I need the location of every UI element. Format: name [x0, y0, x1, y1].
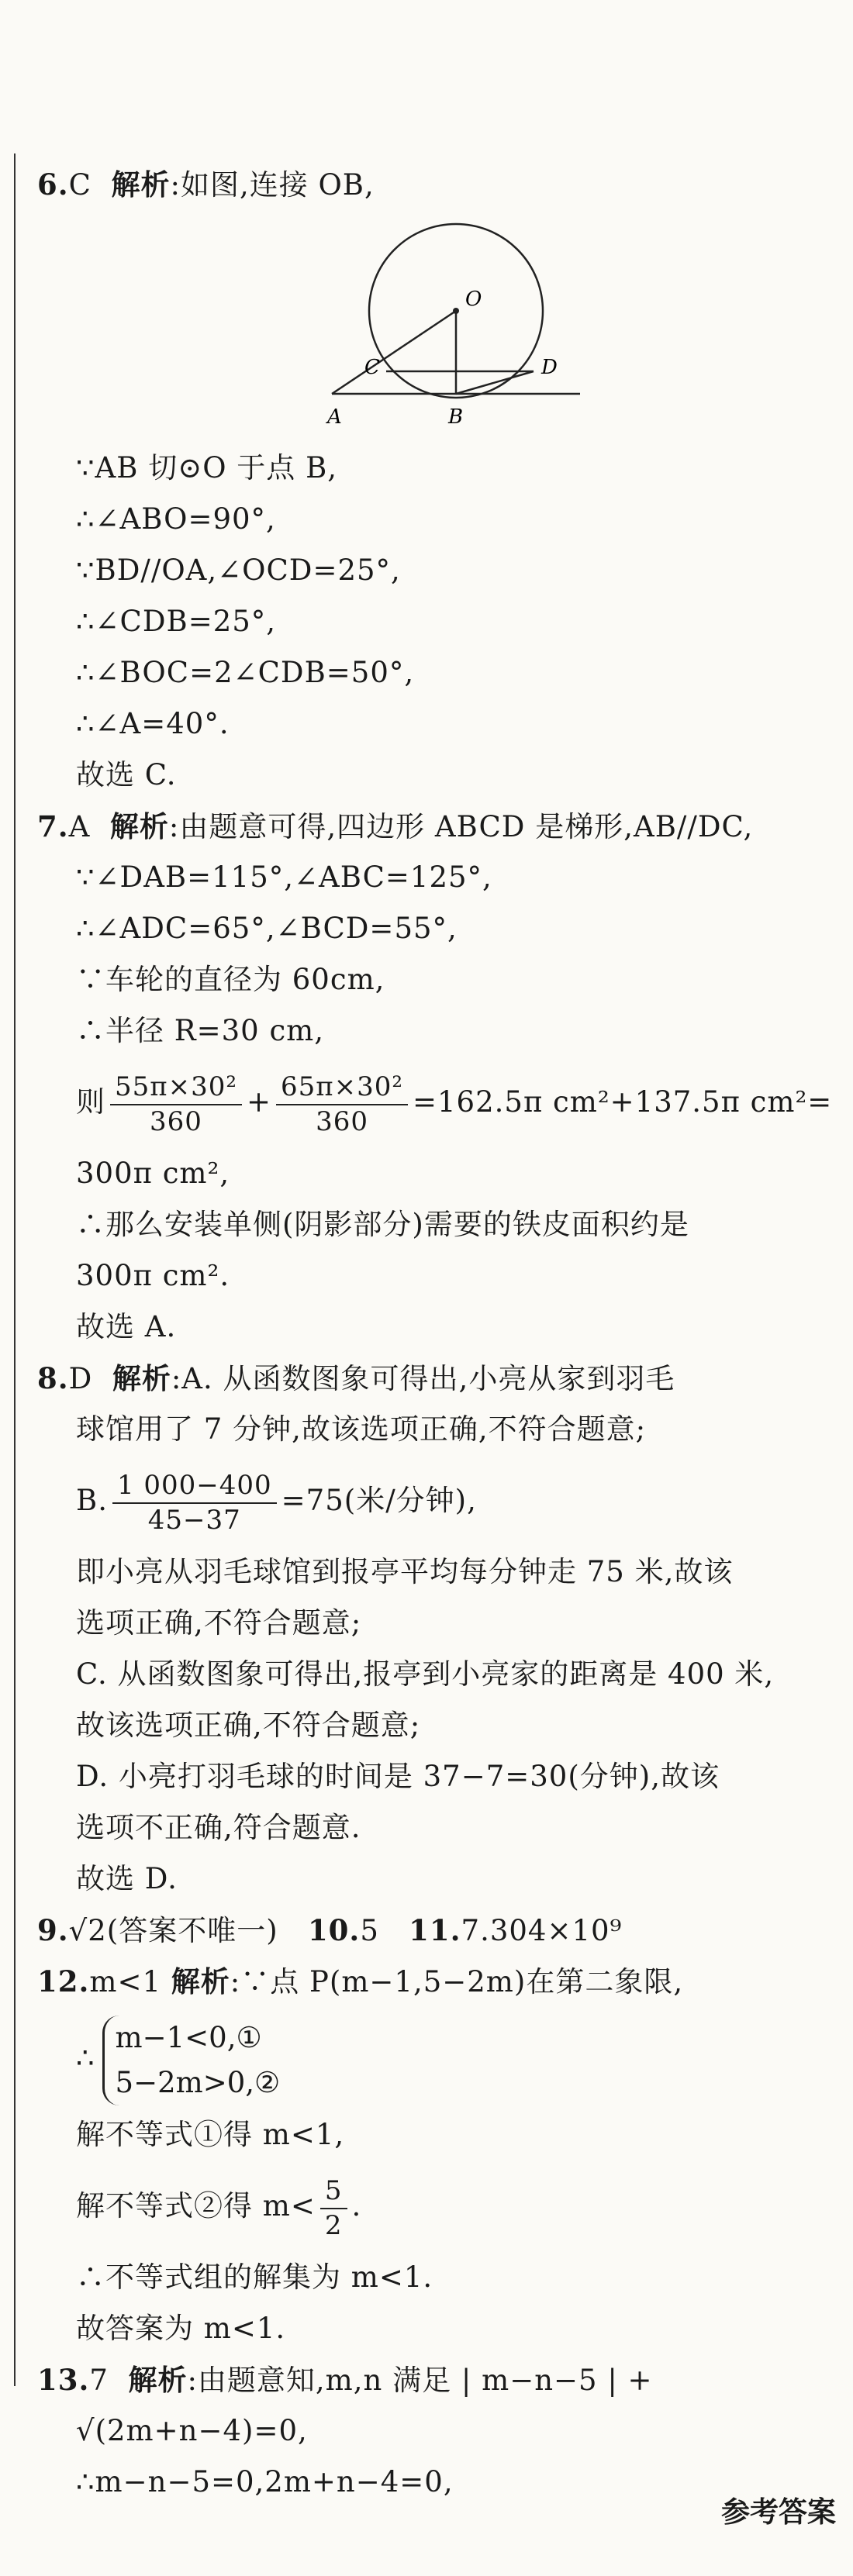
- q13-line-2: √(2m+n−4)=0,: [76, 2414, 308, 2447]
- q7-line-3: ∴∠ADC=65°,∠BCD=55°,: [76, 912, 458, 945]
- q7-line-4: ∵车轮的直径为 60cm,: [76, 963, 385, 996]
- q12-line-5: ∴不等式组的解集为 m<1.: [76, 2260, 433, 2294]
- q8-line-10: 故选 D.: [76, 1862, 178, 1895]
- q12-line-6: 故答案为 m<1.: [76, 2312, 286, 2345]
- q7-line-7: 300π cm²,: [76, 1157, 230, 1190]
- q7-line-8: ∴那么安装单侧(阴影部分)需要的铁皮面积约是: [76, 1208, 689, 1241]
- q6-line-7: ∴∠A=40°.: [76, 707, 230, 740]
- q13-line-3: ∴m−n−5=0,2m+n−4=0,: [76, 2465, 454, 2498]
- answer-column: [37, 159, 833, 2508]
- q7-line-2: ∵∠DAB=115°,∠ABC=125°,: [76, 860, 492, 894]
- q6-line-4: ∵BD//OA,∠OCD=25°,: [76, 553, 401, 587]
- fraction: $\frac{1 000-400}{45-37}$: [112, 1469, 277, 1536]
- q9-11-line: 9.√2(答案不唯一) 10.5 11.7.304×10⁹: [37, 1913, 623, 1947]
- q12-line-4: 解不等式②得 m< $\frac{5}{2}$ .: [76, 2175, 362, 2241]
- section-footer: 参考答案: [721, 2495, 836, 2529]
- label-b: B: [448, 405, 464, 429]
- q13-heading: 13.7 解析:由题意知,m,n 满足 | m−n−5 | +: [37, 2363, 653, 2397]
- label-c: C: [364, 356, 380, 379]
- label-d: D: [541, 356, 558, 379]
- q7-line-9: 300π cm².: [76, 1259, 230, 1292]
- q8-line-6: C. 从函数图象可得出,报亭到小亮家的距离是 400 米,: [76, 1657, 775, 1691]
- q8-line-2: 球馆用了 7 分钟,故该选项正确,不符合题意;: [76, 1412, 647, 1446]
- margin-rule: [14, 153, 16, 2386]
- circle-tangent-diagram: [324, 214, 588, 439]
- inequality-system: m−1<0,① 5−2m>0,②: [102, 2016, 281, 2105]
- q6-line-8: 故选 C.: [76, 758, 177, 791]
- q12-line-3: 解不等式①得 m<1,: [76, 2118, 345, 2151]
- q12-heading: 12.m<1 解析:∵点 P(m−1,5−2m)在第二象限,: [37, 1964, 684, 1998]
- q6-line-5: ∴∠CDB=25°,: [76, 605, 277, 638]
- q6-heading: 6.C 解析:如图,连接 OB,: [37, 167, 375, 202]
- q8-line-4: 即小亮从羽毛球馆到报亭平均每分钟走 75 米,故该: [76, 1555, 734, 1588]
- q7-line-10: 故选 A.: [76, 1310, 177, 1343]
- fraction: $\frac{\text{55π×30²}}{360}$: [110, 1071, 242, 1138]
- q7-line-5: ∴半径 R=30 cm,: [76, 1014, 325, 1047]
- q8-heading: 8.D 解析:A. 从函数图象可得出,小亮从家到羽毛: [37, 1361, 675, 1395]
- q8-line-8: D. 小亮打羽毛球的时间是 37−7=30(分钟),故该: [76, 1760, 720, 1793]
- q7-line-6: 则 $\frac{\text{55π×30²}}{360}$ + $\frac{\text{65π×30²}}{360}$ =162.5π cm²+137.5π cm²=: [76, 1071, 833, 1137]
- q6-line-3: ∴∠ABO=90°,: [76, 502, 276, 536]
- q6-line-2: ∵AB 切⊙O 于点 B,: [76, 451, 338, 485]
- fraction: $\frac{5}{2}$: [320, 2174, 347, 2242]
- label-o: O: [465, 288, 482, 311]
- label-a: A: [327, 405, 342, 429]
- q6-line-6: ∴∠BOC=2∠CDB=50°,: [76, 656, 415, 689]
- q7-heading: 7.A 解析:由题意可得,四边形 ABCD 是梯形,AB//DC,: [37, 809, 754, 843]
- q6-figure: [37, 210, 820, 443]
- q8-line-3: B. $\frac{1 000-400}{45-37}$ =75(米/分钟),: [76, 1470, 477, 1536]
- fraction: $\frac{\text{65π×30²}}{360}$: [276, 1071, 408, 1138]
- q12-system: ∴ m−1<0,① 5−2m>0,②: [37, 2007, 820, 2109]
- q8-line-5: 选项正确,不符合题意;: [76, 1606, 362, 1640]
- q8-line-9: 选项不正确,符合题意.: [76, 1811, 361, 1844]
- q8-line-7: 故该选项正确,不符合题意;: [76, 1709, 421, 1742]
